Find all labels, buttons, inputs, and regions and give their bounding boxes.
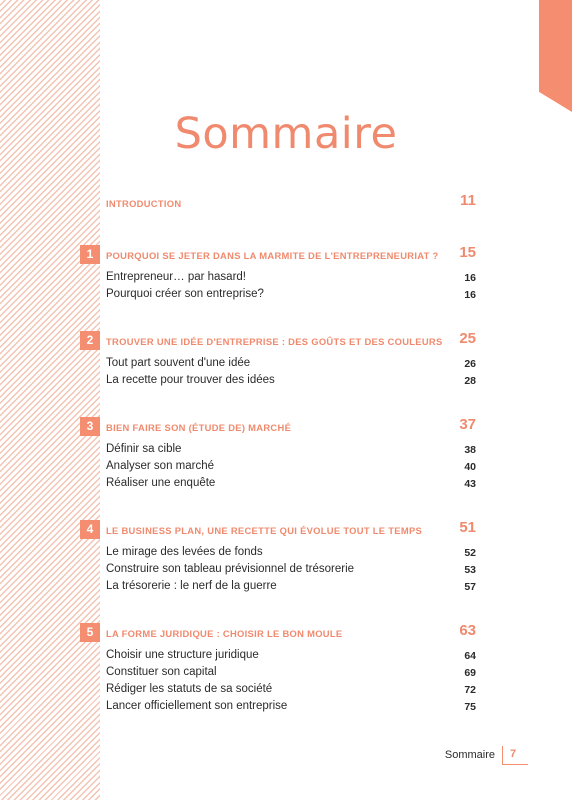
chapter-number-badge: 1 (80, 245, 100, 264)
footer-separator (502, 746, 503, 764)
toc-section-entry[interactable] (80, 270, 478, 287)
section-page-number: 28 (464, 375, 476, 387)
section-title: Le mirage des levées de fonds (106, 546, 263, 558)
chapter-number-badge: 4 (80, 520, 100, 539)
section-page-number: 38 (464, 444, 476, 456)
chapter-page-number: 63 (459, 622, 476, 639)
footer-underline (502, 764, 528, 765)
table-of-contents (80, 188, 478, 716)
footer-page-number: 7 (510, 748, 517, 760)
toc-chapter (80, 326, 478, 390)
toc-section-entry[interactable] (80, 648, 478, 665)
section-page-number: 64 (464, 650, 476, 662)
section-title: Tout part souvent d'une idée (106, 357, 251, 369)
section-title: Construire son tableau prévisionnel de trésorerie (106, 563, 355, 575)
toc-section-entry[interactable] (80, 682, 478, 699)
toc-section-entry[interactable] (80, 665, 478, 682)
chapter-title: INTRODUCTION (106, 198, 182, 209)
toc-chapter (80, 412, 478, 493)
toc-section-entry[interactable] (80, 545, 478, 562)
chapter-title: TROUVER UNE IDÉE D'ENTREPRISE : DES GOÛTS ET DES COULEURS (106, 336, 443, 347)
page-title: Sommaire (174, 108, 398, 159)
section-title: Définir sa cible (106, 443, 182, 455)
toc-chapter (80, 240, 478, 304)
chapter-title: BIEN FAIRE SON (ÉTUDE DE) MARCHÉ (106, 422, 292, 433)
toc-section-entry[interactable] (80, 287, 478, 304)
toc-chapter-heading[interactable] (80, 515, 478, 545)
section-page-number: 57 (464, 581, 476, 593)
chapter-title: POURQUOI SE JETER DANS LA MARMITE DE L'ENTREPRENEURIAT ? (106, 250, 439, 261)
toc-chapter-heading[interactable] (80, 240, 478, 270)
toc-section-entry[interactable] (80, 579, 478, 596)
corner-tab (539, 0, 572, 112)
chapter-page-number: 51 (459, 519, 476, 536)
chapter-title: LE BUSINESS PLAN, UNE RECETTE QUI ÉVOLUE TOUT LE TEMPS (106, 525, 423, 536)
toc-section-entry[interactable] (80, 562, 478, 579)
section-title: Choisir une structure juridique (106, 649, 259, 661)
toc-chapter (80, 618, 478, 716)
section-title: La trésorerie : le nerf de la guerre (106, 580, 277, 592)
section-page-number: 40 (464, 461, 476, 473)
section-page-number: 26 (464, 358, 476, 370)
section-page-number: 52 (464, 547, 476, 559)
section-title: La recette pour trouver des idées (106, 374, 275, 386)
section-title: Rédiger les statuts de sa société (106, 683, 273, 695)
section-title: Pourquoi créer son entreprise? (106, 288, 264, 300)
chapter-page-number: 15 (459, 244, 476, 261)
toc-section-entry[interactable] (80, 373, 478, 390)
toc-chapter-heading[interactable] (80, 326, 478, 356)
chapter-number-badge: 5 (80, 623, 100, 642)
chapter-page-number: 37 (459, 416, 476, 433)
toc-section-entry[interactable] (80, 699, 478, 716)
chapter-number-badge: 3 (80, 417, 100, 436)
section-page-number: 75 (464, 701, 476, 713)
chapter-page-number: 25 (459, 330, 476, 347)
section-title: Lancer officiellement son entreprise (106, 700, 288, 712)
toc-section-entry[interactable] (80, 476, 478, 493)
section-title: Entrepreneur… par hasard! (106, 271, 246, 283)
toc-chapter-heading[interactable] (80, 412, 478, 442)
section-page-number: 16 (464, 272, 476, 284)
chapter-title: LA FORME JURIDIQUE : CHOISIR LE BON MOULE (106, 628, 343, 639)
section-page-number: 43 (464, 478, 476, 490)
chapter-number-badge: 2 (80, 331, 100, 350)
chapter-page-number: 11 (460, 192, 476, 209)
section-title: Constituer son capital (106, 666, 217, 678)
section-page-number: 72 (464, 684, 476, 696)
toc-chapter-heading[interactable] (80, 618, 478, 648)
section-page-number: 69 (464, 667, 476, 679)
section-title: Réaliser une enquête (106, 477, 216, 489)
section-page-number: 16 (464, 289, 476, 301)
footer-label: Sommaire (444, 749, 495, 761)
toc-chapter (80, 515, 478, 596)
toc-section-entry[interactable] (80, 356, 478, 373)
toc-section-entry[interactable] (80, 459, 478, 476)
section-title: Analyser son marché (106, 460, 215, 472)
toc-chapter-heading[interactable] (80, 188, 478, 218)
toc-section-entry[interactable] (80, 442, 478, 459)
section-page-number: 53 (464, 564, 476, 576)
toc-chapter (80, 188, 478, 218)
